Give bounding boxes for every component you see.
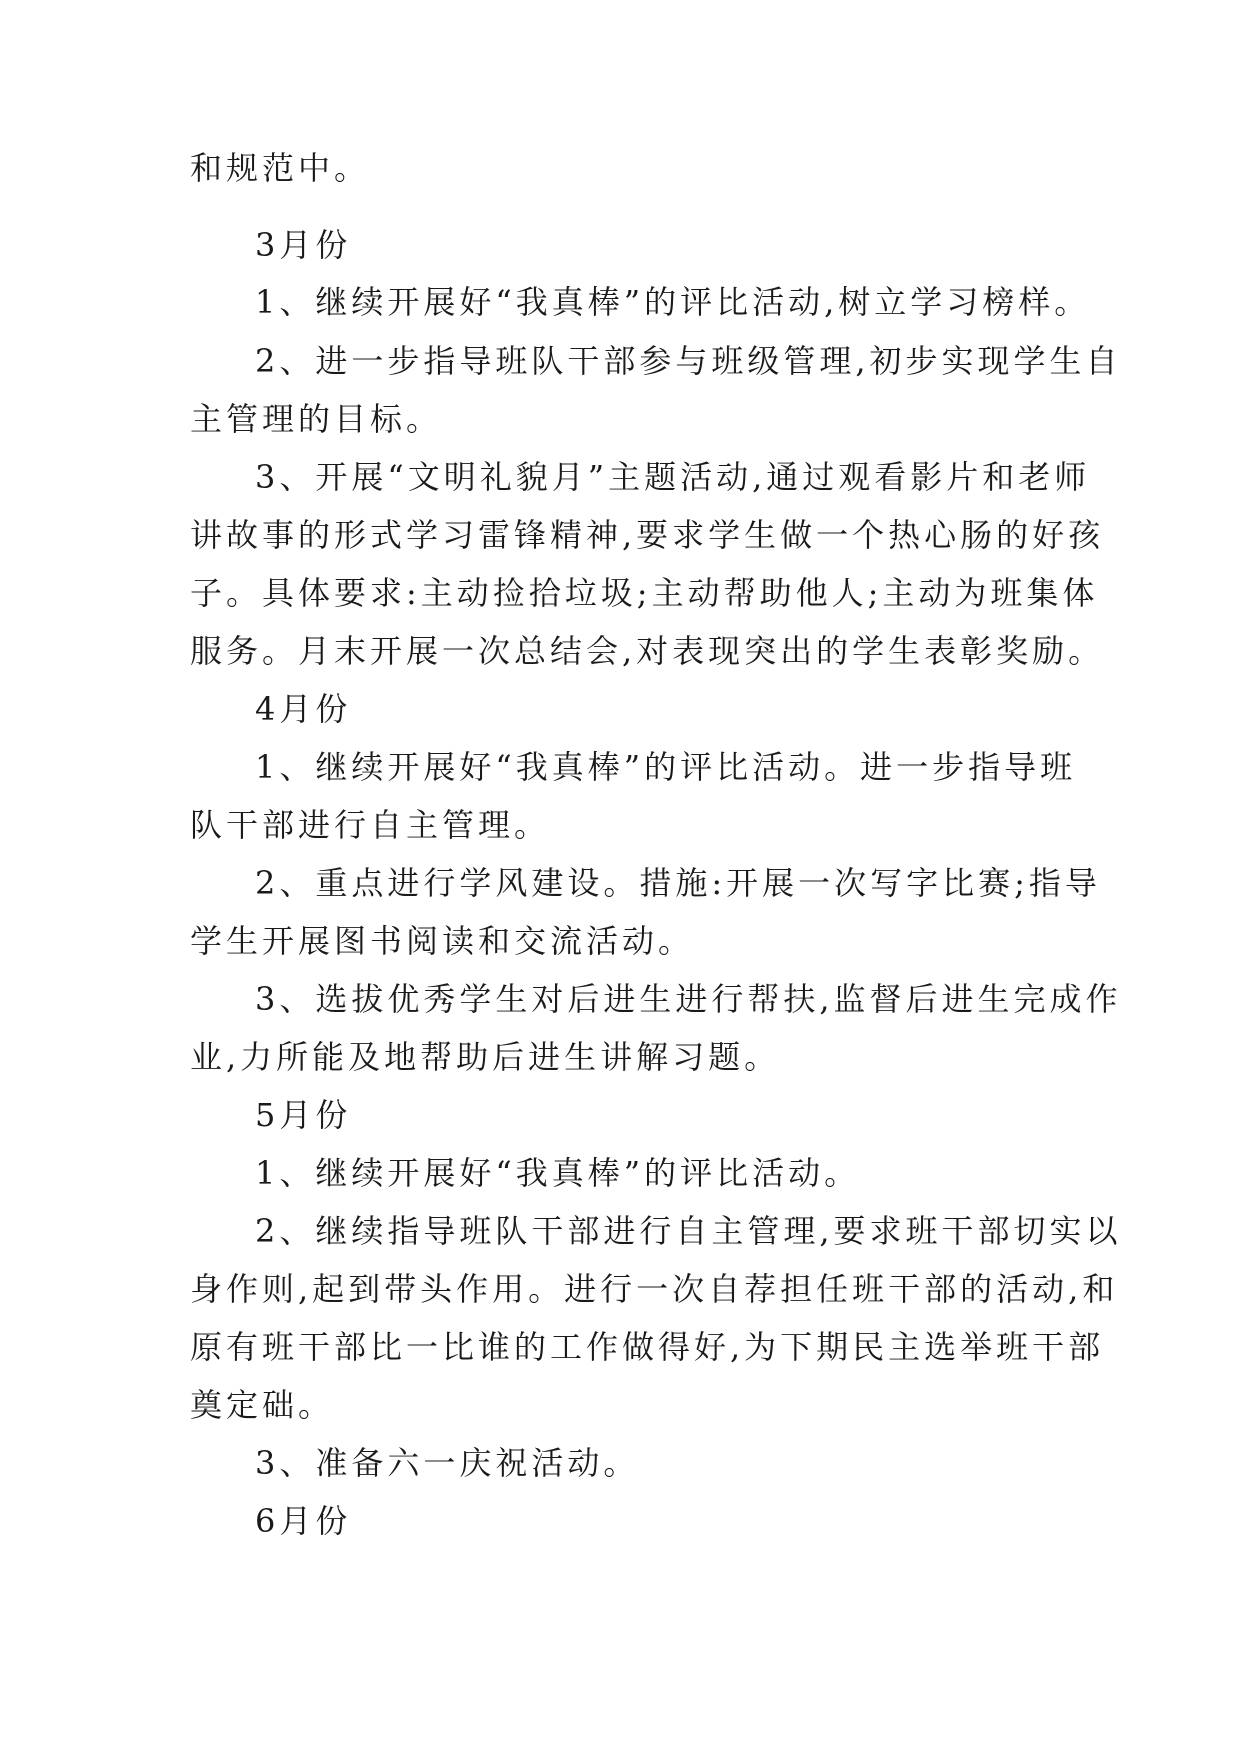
text-line: 1、继续开展好“我真棒”的评比活动,树立学习榜样。 xyxy=(255,283,1091,321)
month-heading: 6月份 xyxy=(255,1502,352,1540)
text-line: 1、继续开展好“我真棒”的评比活动。 xyxy=(255,1154,861,1192)
month-heading: 4月份 xyxy=(255,690,352,728)
text-line: 学生开展图书阅读和交流活动。 xyxy=(190,922,695,960)
text-line: 1、继续开展好“我真棒”的评比活动。进一步指导班 xyxy=(255,748,1077,786)
month-heading: 5月份 xyxy=(255,1096,352,1134)
text-line: 2、进一步指导班队干部参与班级管理,初步实现学生自 xyxy=(255,342,1122,380)
text-line: 2、重点进行学风建设。措施:开展一次写字比赛;指导 xyxy=(255,864,1101,902)
text-line: 2、继续指导班队干部进行自主管理,要求班干部切实以 xyxy=(255,1212,1122,1250)
text-line: 3、选拔优秀学生对后进生进行帮扶,监督后进生完成作 xyxy=(255,980,1122,1018)
text-line: 原有班干部比一比谁的工作做得好,为下期民主选举班干部 xyxy=(190,1328,1105,1366)
text-line: 子。具体要求:主动捡拾垃圾;主动帮助他人;主动为班集体 xyxy=(190,574,1099,612)
text-line: 3、准备六一庆祝活动。 xyxy=(255,1444,640,1482)
text-line: 队干部进行自主管理。 xyxy=(190,806,551,844)
text-line: 业,力所能及地帮助后进生讲解习题。 xyxy=(190,1038,781,1076)
text-line: 主管理的目标。 xyxy=(190,400,443,438)
text-line: 和规范中。 xyxy=(190,149,371,187)
text-line: 讲故事的形式学习雷锋精神,要求学生做一个热心肠的好孩 xyxy=(190,516,1105,554)
text-line: 3、开展“文明礼貌月”主题活动,通过观看影片和老师 xyxy=(255,458,1091,496)
text-line: 奠定础。 xyxy=(190,1386,335,1424)
month-heading: 3月份 xyxy=(255,226,352,264)
text-line: 服务。月末开展一次总结会,对表现突出的学生表彰奖励。 xyxy=(190,632,1105,670)
text-line: 身作则,起到带头作用。进行一次自荐担任班干部的活动,和 xyxy=(190,1270,1119,1308)
